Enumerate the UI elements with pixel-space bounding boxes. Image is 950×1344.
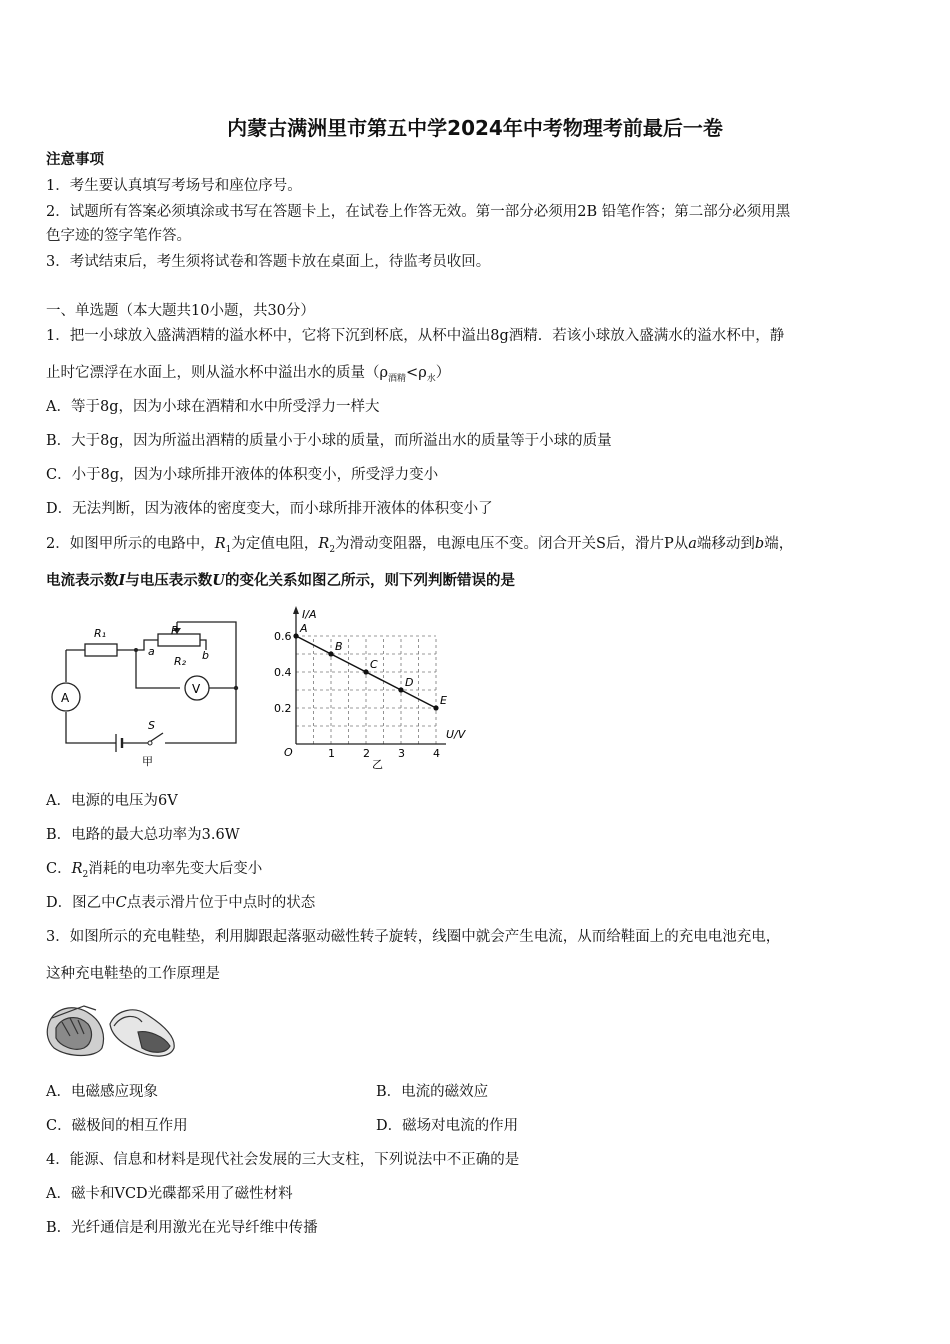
section-heading: 一、单选题（本大题共10小题，共30分） [46,303,315,319]
q1-option-b: B．大于8g，因为所溢出酒精的质量小于小球的质量，而所溢出水的质量等于小球的质量 [46,433,612,449]
graph-caption: 乙 [372,758,383,771]
x-tick-label: 4 [433,747,440,760]
q1-option-d: D．无法判断，因为液体的密度变大，而小球所排开液体的体积变小了 [46,501,493,517]
x-axis-label: U/V [446,728,466,741]
q4-stem: 4．能源、信息和材料是现代社会发展的三大支柱，下列说法中不正确的是 [46,1152,520,1168]
q2-stem-cont: 电流表示数I与电压表示数U的变化关系如图乙所示，则下列判断错误的是 [46,572,515,589]
b-label: b [202,649,209,662]
q3-option-d: D．磁场对电流的作用 [376,1118,519,1134]
data-point [363,669,368,674]
q3-option-c: C．磁极间的相互作用 [46,1118,188,1134]
x-tick-label: 2 [363,747,370,760]
r2-label: R₂ [174,655,187,668]
charging-insole-image [44,996,179,1062]
y-axis-label: I/A [302,608,317,621]
q4-option-a: A．磁卡和VCD光碟都采用了磁性材料 [46,1186,293,1202]
q4-option-b: B．光纤通信是利用激光在光导纤维中传播 [46,1220,318,1236]
data-point-label: A [300,622,308,635]
q2-option-c: C．$R_2$消耗的电功率先变大后变小 [46,861,263,880]
y-tick-label: 0.6 [274,630,292,643]
data-point-label: B [335,640,343,653]
notice-heading: 注意事项 [46,151,104,168]
q3-option-a: A．电磁感应现象 [46,1084,158,1100]
notice-item: 色字迹的签字笔作答。 [46,228,191,244]
q3-stem-cont: 这种充电鞋垫的工作原理是 [46,966,220,982]
circuit-caption: 甲 [142,755,153,768]
q1-stem: 1．把一小球放入盛满酒精的溢水杯中，它将下沉到杯底，从杯中溢出8g酒精．若该小球放入盛满水的溢水杯中，静 [46,328,785,344]
y-tick-label: 0.2 [274,702,292,715]
q3-stem: 3．如图所示的充电鞋垫，利用脚跟起落驱动磁性转子旋转，线圈中就会产生电流，从而给鞋面上的充电电池充电， [46,929,781,945]
q3-option-b: B．电流的磁效应 [376,1084,489,1100]
voltmeter-label: V [192,682,201,696]
x-tick-label: 3 [398,747,405,760]
ammeter-label: A [61,691,70,705]
p-label: P [171,624,178,637]
page-title: 内蒙古满洲里市第五中学2024年中考物理考前最后一卷 [227,116,723,140]
iu-graph [272,604,472,774]
q1-option-c: C．小于8g，因为小球所排开液体的体积变小，所受浮力变小 [46,467,439,483]
origin-label: O [284,746,293,759]
q1-option-a: A．等于8g，因为小球在酒精和水中所受浮力一样大 [46,399,380,415]
q1-stem-cont: 止时它漂浮在水面上，则从溢水杯中溢出水的质量$(\rho_{酒精}<\rho_水)$ [46,365,451,384]
data-point [293,633,298,638]
q2-stem: 2．如图甲所示的电路中，$R_1$为定值电阻，$R_2$为滑动变阻器，电源电压不变。闭合开关S后，滑片P从a端移动到b端， [46,536,794,555]
x-tick-label: 1 [328,747,335,760]
data-point-label: D [405,676,414,689]
a-label: a [148,645,155,658]
y-axis-arrow [293,606,299,614]
data-point [398,687,403,692]
switch-label: S [148,719,155,732]
data-point [433,705,438,710]
r1-label: R₁ [94,627,107,640]
q2-option-b: B．电路的最大总功率为3.6W [46,827,240,843]
data-point-label: E [440,694,447,707]
q2-option-a: A．电源的电压为6V [46,793,178,809]
notice-item: 2．试题所有答案必须填涂或书写在答题卡上，在试卷上作答无效。第一部分必须用2B 铅笔作答；第二部分必须用黑 [46,204,791,220]
y-tick-label: 0.4 [274,666,292,679]
notice-item: 1．考生要认真填写考场号和座位序号。 [46,178,302,194]
data-point [328,651,333,656]
circuit-diagram [40,612,250,772]
notice-item: 3．考试结束后，考生须将试卷和答题卡放在桌面上，待监考员收回。 [46,254,491,270]
data-point-label: C [370,658,378,671]
q2-option-d: D．图乙中C点表示滑片位于中点时的状态 [46,895,316,911]
